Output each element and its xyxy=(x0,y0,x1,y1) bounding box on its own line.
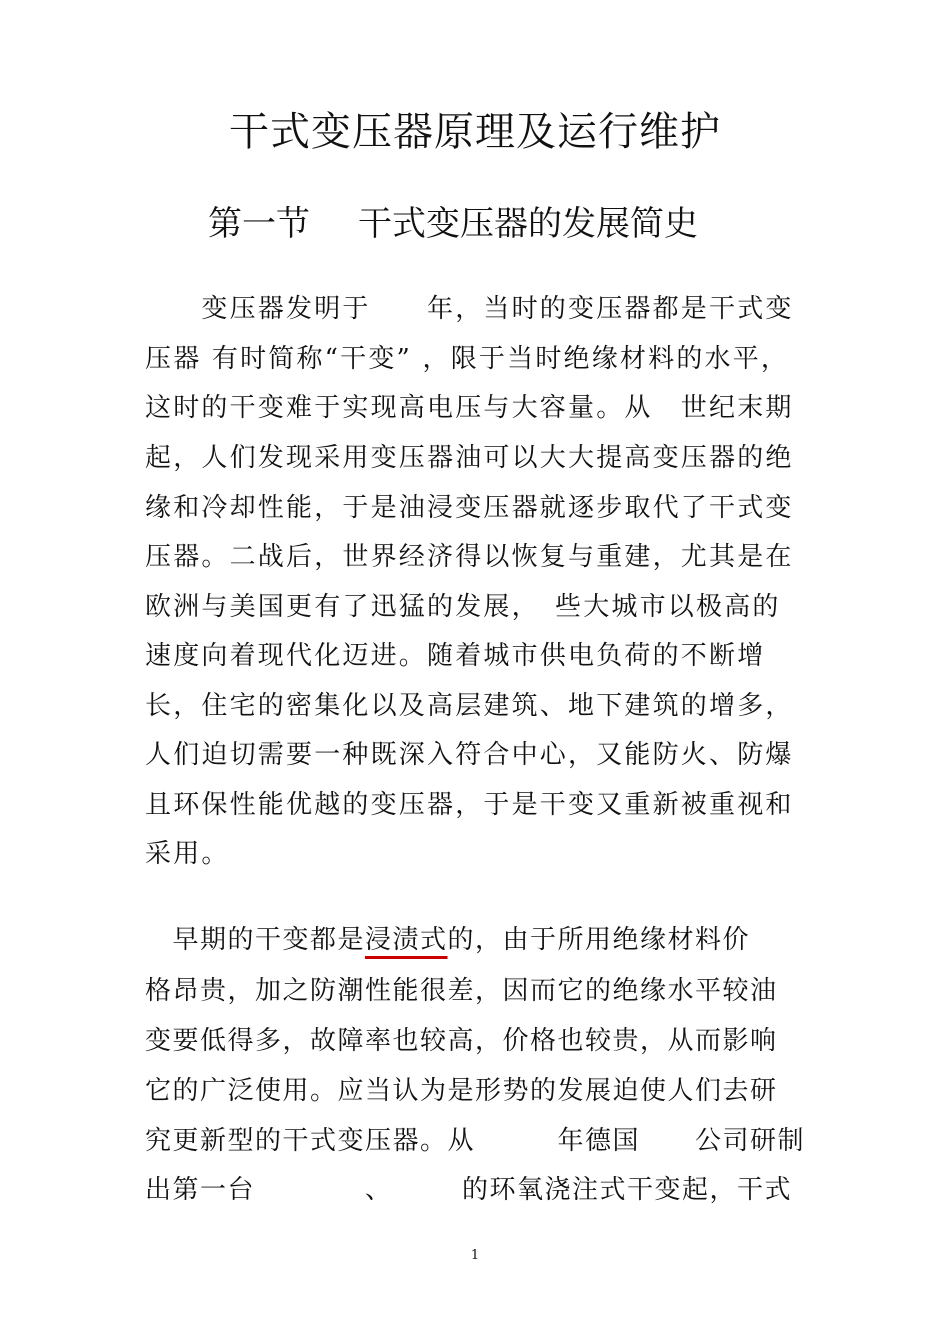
paragraph-line: 长，住宅的密集化以及高层建筑、地下建筑的增多， xyxy=(145,691,794,721)
section-number: 第一节 xyxy=(208,204,310,244)
paragraph-line: 变压器发明于 年，当时的变压器都是干式变 xyxy=(145,294,794,324)
page-number: 1 xyxy=(470,1248,480,1263)
paragraph-line: 究更新型的干式变压器。从 年德国 公司研制 xyxy=(145,1126,806,1156)
paragraph-line: 缘和冷却性能，于是油浸变压器就逐步取代了干式变 xyxy=(145,493,794,523)
document-title: 干式变压器原理及运行维护 xyxy=(229,109,721,155)
paragraph-line: 早期的干变都是浸渍式的，由于所用绝缘材料价 xyxy=(145,925,751,955)
section-heading xyxy=(208,198,698,250)
paragraph-line: 压器 有时简称“干变” ，限于当时绝缘材料的水平， xyxy=(145,344,790,374)
paragraph-line: 这时的干变难于实现高电压与大容量。从 世纪末期 xyxy=(145,393,794,423)
paragraph-line: 采用。 xyxy=(145,839,230,869)
paragraph-line: 变要低得多，故障率也较高，价格也较贵，从而影响 xyxy=(145,1026,778,1056)
paragraph-line: 起，人们发现采用变压器油可以大大提高变压器的绝 xyxy=(145,443,794,473)
paragraph-line: 速度向着现代化迈进。随着城市供电负荷的不断增 xyxy=(145,641,766,671)
paragraph-line: 人们迫切需要一种既深入符合中心，又能防火、防爆 xyxy=(145,740,794,770)
paragraph-line: 且环保性能优越的变压器，于是干变又重新被重视和 xyxy=(145,790,794,820)
underlined-term: 浸渍式 xyxy=(365,925,448,955)
paragraph-line: 欧洲与美国更有了迅猛的发展， 些大城市以极高的 xyxy=(145,592,781,622)
paragraph-line: 压器。二战后，世界经济得以恢复与重建，尤其是在 xyxy=(145,542,794,572)
section-title: 干式变压器的发展简史 xyxy=(358,204,698,244)
paragraph-line: 出第一台 、 的环氧浇注式干变起，干式 xyxy=(145,1175,793,1205)
paragraph-line: 格昂贵，加之防潮性能很差，因而它的绝缘水平较油 xyxy=(145,976,778,1006)
paragraph-line: 它的广泛使用。应当认为是形势的发展迫使人们去研 xyxy=(145,1076,778,1106)
